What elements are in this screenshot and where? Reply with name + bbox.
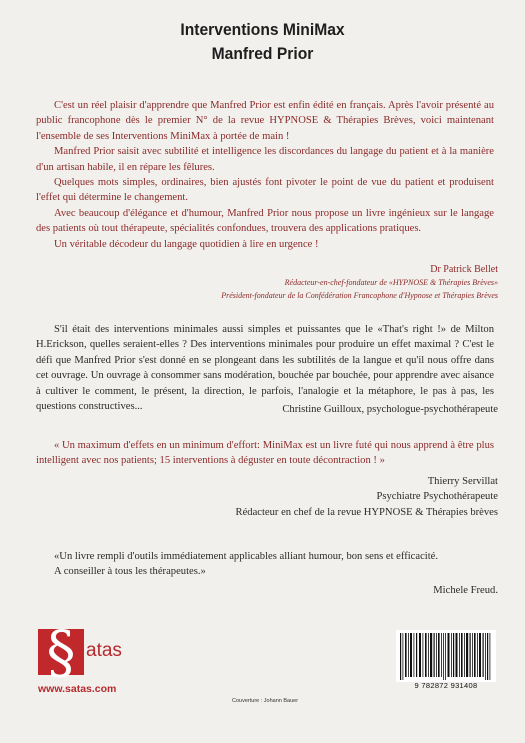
section-sign-logo-icon: § xyxy=(46,618,76,686)
author-name: Manfred Prior xyxy=(211,44,314,63)
signature-name: Dr Patrick Bellet xyxy=(430,264,498,275)
signature-role: Rédacteur en chef de la revue HYPNOSE & Thérapies brèves xyxy=(235,506,498,518)
quote-servillat xyxy=(36,438,494,469)
book-title: Interventions MiniMax xyxy=(180,20,345,39)
quote-freud xyxy=(54,549,494,580)
intro-paragraph: Manfred Prior saisit avec subtilité et intelligence les discordances du langage du patient et à la manière d'un artisan habile, il en répare les fêlures. xyxy=(36,146,494,173)
quote-line: A conseiller à tous les thérapeutes.» xyxy=(54,566,206,578)
publisher-name: atas xyxy=(86,640,122,661)
signature-role: Psychiatre Psychothérapeute xyxy=(376,491,498,503)
signature-role: Président-fondateur de la Confédération Francophone d'Hypnose et Thérapies Brèves xyxy=(221,291,498,300)
intro-text xyxy=(36,98,494,252)
signature-bellet xyxy=(36,263,498,302)
barcode-icon xyxy=(396,630,496,682)
intro-paragraph: Avec beaucoup d'élégance et d'humour, Manfred Prior nous propose un livre ingénieux sur le langage des patients où tout thérapeute, spécialités confondues, trouvera des applications pratiques. xyxy=(36,207,494,235)
signature-servillat xyxy=(36,474,498,520)
signature-name: Thierry Servillat xyxy=(427,476,498,487)
quote-guilloux xyxy=(36,322,494,414)
publisher-url: www.satas.com xyxy=(38,683,117,695)
quote-text: « Un maximum d'effets en un minimum d'effort: MiniMax est un livre futé qui nous apprend à être plus intelligent avec nos patients; 15 interventions à déguster en toute décontraction ! » xyxy=(36,440,494,467)
cover-credit: Couverture : Johann Bauer xyxy=(232,698,299,704)
intro-paragraph: Quelques mots simples, ordinaires, bien ajustés font pivoter le point de vue du patient et produisent l'effet qui détermine le changement. xyxy=(36,177,494,204)
signature-guilloux: Christine Guilloux, psychologue-psychothérapeute xyxy=(282,404,498,415)
isbn-number: 9 782872 931408 xyxy=(414,681,478,690)
intro-paragraph: C'est un réel plaisir d'apprendre que Manfred Prior est enfin édité en français. Après l'avoir présenté au public francophone dès le premier N° de la revue HYPNOSE & Thérapies Brèves, voici maintenant l'ensemble de ses Interventions MiniMax à portée de main ! xyxy=(36,100,494,142)
signature-freud: Michele Freud. xyxy=(433,585,498,596)
signature-role: Rédacteur-en-chef-fondateur de «HYPNOSE & Thérapies Brèves» xyxy=(284,278,498,287)
quote-text: S'il était des interventions minimales aussi simples et puissantes que le «That's right !» de Milton H.Erickson, quelles seraient-elles ? Des interventions minimales pour produire un effet maximal ? C'est le défi que Manfred Prior s'est donné en se plongeant dans les subtilités de la langue et qu'il nous offre dans cet ouvrage. Un ouvrage à consommer sans modération, bouchée par bouchée, pour apprendre avec aisance à cultiver le comment, le présent, la direction, le parfois, l'analogie et la métaphore, le pas à pas, les questions constructives... xyxy=(36,324,494,413)
intro-paragraph: Un véritable décodeur du langage quotidien à lire en urgence ! xyxy=(54,238,319,250)
quote-line: «Un livre rempli d'outils immédiatement applicables alliant humour, bon sens et efficacité. xyxy=(54,551,439,562)
